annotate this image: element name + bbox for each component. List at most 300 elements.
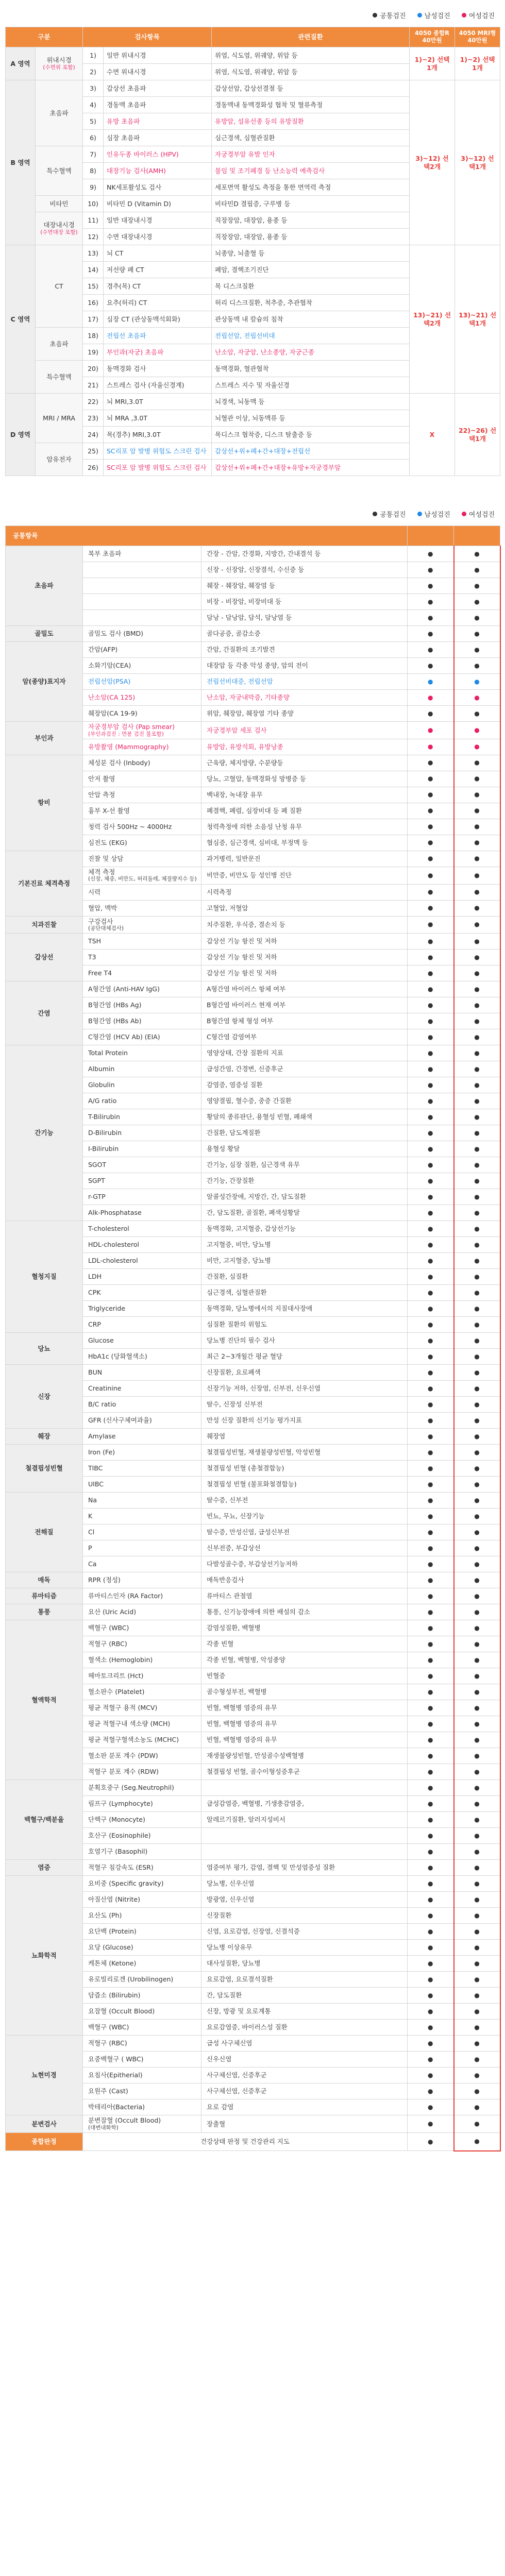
included-dot-icon: ● [428, 1193, 433, 1200]
item-name [83, 1876, 201, 1892]
disease-text: 간질환, 담도계질환 [201, 1125, 408, 1141]
plan-mri-mark [454, 2036, 500, 2052]
legend-dot-icon [373, 13, 377, 18]
item-name [83, 1540, 201, 1556]
included-dot-icon: ● [428, 646, 433, 653]
item-label: 요단백 (Protein) [88, 1927, 137, 1936]
legend-label: 공통검진 [380, 12, 406, 20]
included-dot-icon: ● [474, 1560, 480, 1568]
plan-r-mark [408, 851, 454, 867]
item-name [83, 884, 201, 900]
plan-mri-mark [454, 1892, 500, 1908]
included-dot-icon: ● [428, 1081, 433, 1089]
included-dot-icon: ● [474, 1624, 480, 1632]
item-label: r-GTP [88, 1193, 106, 1201]
section-label: 부인과 [6, 722, 83, 755]
item-label: D-Bilirubin [88, 1129, 122, 1137]
plan-mri-mark [454, 851, 500, 867]
item-name [83, 1141, 201, 1157]
item-name [83, 2099, 201, 2115]
plan-mri-mark [454, 2020, 500, 2036]
item-label: LDL-cholesterol [88, 1257, 138, 1265]
included-dot-icon: ● [474, 1927, 480, 1935]
included-dot-icon: ● [474, 1273, 480, 1280]
disease-text: 급성 사구체신염 [201, 2036, 408, 2052]
included-dot-icon: ● [428, 1863, 433, 1871]
item-name [83, 1125, 201, 1141]
plan-r-mark [408, 1253, 454, 1269]
included-dot-icon: ● [428, 1672, 433, 1680]
item-label: LDH [88, 1273, 102, 1281]
plan-mri-selection: 3)~12) 선택1개 [455, 80, 500, 245]
disease-text: 신염, 요로감염, 신장염, 신결석증 [201, 1924, 408, 1940]
item-name [83, 1652, 201, 1668]
included-dot-icon: ● [474, 1784, 480, 1791]
plan-mri-mark [454, 1141, 500, 1157]
plan-r-mark [408, 934, 454, 950]
item-label: 요중백혈구 ( WBC) [88, 2055, 144, 2063]
included-dot-icon: ● [474, 1177, 480, 1184]
header-common: 공통항목 [6, 526, 408, 546]
included-dot-icon: ● [428, 1033, 433, 1041]
included-dot-icon: ● [474, 743, 480, 751]
disease-text: 영양결핍, 혈수증, 중증 간질환 [201, 1093, 408, 1109]
plan-mri-mark [454, 610, 500, 626]
legend-label: 남성검진 [424, 12, 450, 20]
included-dot-icon: ● [428, 1065, 433, 1073]
item-name [83, 2020, 201, 2036]
item-name [83, 1221, 201, 1237]
item-name: 부인과(자궁) 초음파 [104, 344, 212, 361]
plan-mri-mark [454, 578, 500, 594]
plan-mri-mark [454, 1477, 500, 1493]
item-name [83, 1413, 201, 1429]
item-name [83, 2067, 201, 2083]
plan-r-mark [408, 1413, 454, 1429]
summary-row [6, 2133, 500, 2151]
included-dot-icon: ● [428, 1225, 433, 1232]
legend-dot-icon [417, 13, 422, 18]
plan-r-mark [408, 1269, 454, 1285]
included-dot-icon: ● [428, 582, 433, 589]
item-label: 요원주 (Cast) [88, 2087, 128, 2095]
included-dot-icon: ● [474, 1033, 480, 1041]
item-label: 흉부 X-선 촬영 [88, 806, 130, 815]
item-number: 2) [83, 64, 104, 80]
item-name [83, 1301, 201, 1317]
item-label: 평균 적혈구 용적 (MCV) [88, 1704, 158, 1712]
item-label: SGPT [88, 1177, 105, 1185]
common-items-table [5, 526, 501, 2151]
item-name [83, 1892, 201, 1908]
item-label: 아질산염 (Nitrite) [88, 1895, 140, 1904]
included-dot-icon: ● [428, 1816, 433, 1823]
plan-r-mark [408, 1077, 454, 1093]
included-dot-icon: ● [428, 807, 433, 815]
sub-category [36, 212, 83, 245]
plan-mri-mark [454, 2083, 500, 2099]
disease-text: 요로감염증, 바이러스성 질환 [201, 2020, 408, 2036]
area-label: C 영역 [6, 245, 36, 394]
item-label: 안압 측정 [88, 790, 115, 799]
included-dot-icon: ● [428, 1304, 433, 1312]
included-dot-icon: ● [428, 1736, 433, 1743]
included-dot-icon: ● [474, 1832, 480, 1839]
included-dot-icon: ● [428, 888, 433, 895]
common-row [6, 755, 500, 771]
package-row [6, 394, 500, 410]
item-name [83, 546, 201, 562]
disease-text: 최근 2~3개월간 평균 혈당 [201, 1349, 408, 1365]
included-dot-icon: ● [428, 2138, 433, 2145]
included-dot-icon: ● [474, 1592, 480, 1600]
included-dot-icon: ● [428, 743, 433, 751]
item-number: 15) [83, 278, 104, 295]
item-name [83, 2083, 201, 2099]
included-dot-icon: ● [474, 646, 480, 653]
disease-text: 급성감염증, 백혈병, 기생충감염증, [201, 1796, 408, 1812]
included-dot-icon: ● [428, 1001, 433, 1009]
disease-text: 비타민D 결핍증, 구루병 등 [212, 196, 410, 212]
summary-label: 종합판정 [6, 2133, 83, 2151]
disease-text: 신장질환, 요로폐색 [201, 1365, 408, 1381]
plan-mri-mark [454, 916, 500, 934]
common-row [6, 1365, 500, 1381]
included-dot-icon: ● [428, 1464, 433, 1472]
included-dot-icon: ● [474, 1800, 480, 1807]
item-label: Albumin [88, 1065, 115, 1073]
item-name: 경동맥 초음파 [104, 97, 212, 113]
item-label: 전립선암(PSA) [88, 677, 131, 686]
plan-mri-mark [454, 965, 500, 981]
package-table [5, 27, 500, 476]
item-name [83, 787, 201, 803]
disease-text: 갑상선 기능 항진 및 저하 [201, 934, 408, 950]
common-row [6, 642, 500, 658]
sub-category [36, 245, 83, 328]
included-dot-icon: ● [474, 1959, 480, 1967]
plan-r-mark [408, 2020, 454, 2036]
disease-text: 간암, 간질환의 조기발견 [201, 642, 408, 658]
included-dot-icon: ● [474, 2071, 480, 2079]
plan-mri-mark [454, 2115, 500, 2133]
item-label: Triglyceride [88, 1304, 126, 1313]
included-dot-icon: ● [428, 1049, 433, 1057]
item-label: 백혈구 (WBC) [88, 1624, 129, 1632]
plan-mri-mark [454, 1988, 500, 2004]
disease-text: 탈수증, 만성신염, 급성신부전 [201, 1524, 408, 1540]
disease-text: 허리 디스크질환, 척추증, 추관협착 [212, 295, 410, 311]
item-label: 체격 측정 [88, 868, 115, 876]
included-dot-icon: ● [474, 1145, 480, 1153]
item-name: 스트레스 검사 (자율신경계) [104, 377, 212, 394]
common-table-header [6, 526, 500, 546]
item-number: 9) [83, 179, 104, 196]
plan-r-mark [408, 610, 454, 626]
disease-text: 빈혈, 백혈병 염증의 유무 [201, 1700, 408, 1716]
disease-text: 급성간염, 간경변, 신증후군 [201, 1061, 408, 1077]
included-dot-icon: ● [428, 1336, 433, 1344]
item-label: 평균 적혈구내 색소량 (MCH) [88, 1720, 171, 1728]
disease-text: 간기능, 심장 질환, 심근경색 유무 [201, 1157, 408, 1173]
disease-text: 당뇨병 진단의 필수 검사 [201, 1333, 408, 1349]
plan-r-mark [408, 981, 454, 997]
plan-r-mark [408, 690, 454, 706]
item-name [83, 658, 201, 674]
included-dot-icon: ● [474, 1848, 480, 1855]
item-name [83, 1205, 201, 1221]
item-name: 요추(허리) CT [104, 295, 212, 311]
included-dot-icon: ● [428, 871, 433, 879]
included-dot-icon: ● [428, 823, 433, 831]
included-dot-icon: ● [428, 709, 433, 717]
included-dot-icon: ● [428, 1608, 433, 1616]
included-dot-icon: ● [474, 2087, 480, 2095]
plan-mri-mark [454, 1972, 500, 1988]
item-label: Ca [88, 1560, 97, 1568]
included-dot-icon: ● [428, 1320, 433, 1328]
disease-text: 폐결핵, 폐렴, 심장비대 등 폐 질환 [201, 803, 408, 819]
item-name [83, 706, 201, 722]
plan-mri-mark [454, 1604, 500, 1620]
included-dot-icon: ● [474, 1400, 480, 1408]
included-dot-icon: ● [428, 1209, 433, 1216]
plan-r-mark [408, 642, 454, 658]
package-row [6, 47, 500, 64]
included-dot-icon: ● [474, 2120, 480, 2128]
item-name [83, 1716, 201, 1732]
plan-r-mark [408, 1205, 454, 1221]
item-number: 4) [83, 97, 104, 113]
section-label: 골밀도 [6, 626, 83, 642]
item-name [83, 1253, 201, 1269]
disease-text: 동맥경화, 당뇨병에서의 지질대사장애 [201, 1301, 408, 1317]
disease-text: 빈혈증 [201, 1668, 408, 1684]
included-dot-icon: ● [428, 1129, 433, 1137]
disease-text: 뇌경색, 뇌동맥 등 [212, 394, 410, 410]
included-dot-icon: ● [474, 709, 480, 717]
header-item: 검사항목 [83, 27, 212, 47]
plan-r-mark [408, 1956, 454, 1972]
plan-mri-mark [454, 1253, 500, 1269]
disease-text: 동맥경화, 고지혈증, 갑상선기능 [201, 1221, 408, 1237]
included-dot-icon: ● [428, 1800, 433, 1807]
sub-category-note: (수면대장 포함) [40, 229, 78, 235]
plan-r-mark [408, 2004, 454, 2020]
disease-text: 과거병력, 일반문진 [201, 851, 408, 867]
disease-text: 각종 빈혈, 백혈병, 악성종양 [201, 1652, 408, 1668]
item-label: 간암(AFP) [88, 646, 118, 654]
plan-r-mark [408, 2067, 454, 2083]
included-dot-icon: ● [428, 1927, 433, 1935]
common-row [6, 1588, 500, 1604]
included-dot-icon: ● [474, 839, 480, 846]
disease-text: 골다공증, 골감소증 [201, 626, 408, 642]
package-row [6, 80, 500, 97]
included-dot-icon: ● [474, 1113, 480, 1121]
section-label: 분변검사 [6, 2115, 83, 2133]
legend-dot-icon [462, 13, 466, 18]
plan-mri-mark [454, 706, 500, 722]
item-name: 경추(목) CT [104, 278, 212, 295]
item-label: 분변잠혈 (Occult Blood) [88, 2116, 161, 2125]
included-dot-icon: ● [428, 1720, 433, 1727]
included-dot-icon: ● [474, 985, 480, 993]
item-name [83, 1445, 201, 1461]
item-name [83, 690, 201, 706]
disease-text: 근육량, 체지방량, 수분량등 [201, 755, 408, 771]
disease-text: 비장 - 비장암, 비장비대 등 [201, 594, 408, 610]
plan-mri-mark [454, 1748, 500, 1764]
disease-text: 비만증, 비만도 등 성인병 진단 [201, 867, 408, 884]
item-label: 적혈구 (RBC) [88, 2039, 127, 2047]
item-label: 소화기암(CEA) [88, 662, 131, 670]
item-label: TIBC [88, 1464, 103, 1472]
plan-r-mark [408, 1796, 454, 1812]
item-number: 17) [83, 311, 104, 328]
disease-text: 목 디스크질환 [212, 278, 410, 295]
plan-r-mark [408, 1397, 454, 1413]
disease-text: A형간염 바이러스 항체 여부 [201, 981, 408, 997]
included-dot-icon: ● [474, 1816, 480, 1823]
plan-r-mark [408, 1333, 454, 1349]
plan-r-mark [408, 1540, 454, 1556]
included-dot-icon: ● [428, 1480, 433, 1488]
item-name: 대장기능 검사(AMH) [104, 163, 212, 179]
plan-mri-mark [454, 1205, 500, 1221]
item-label: 췌장암(CA 19-9) [88, 709, 138, 718]
included-dot-icon: ● [474, 1911, 480, 1919]
plan-r-mark [408, 1636, 454, 1652]
disease-text: B형간염 바이러스 현재 여부 [201, 997, 408, 1013]
plan-mri-mark [454, 1940, 500, 1956]
item-label: 박테리아(Bacteria) [88, 2103, 145, 2111]
plan-mri-mark [454, 642, 500, 658]
disease-text: 대사성질환, 당뇨병 [201, 1956, 408, 1972]
plan-mri-mark [454, 1397, 500, 1413]
included-dot-icon: ● [428, 1975, 433, 1983]
item-label: 혈소판 분포 계수 (PDW) [88, 1752, 158, 1760]
included-dot-icon: ● [428, 693, 433, 701]
plan-mri-mark [454, 1668, 500, 1684]
included-dot-icon: ● [428, 1784, 433, 1791]
plan-r-mark [408, 2052, 454, 2067]
plan-mri-mark [454, 1828, 500, 1844]
included-dot-icon: ● [474, 1879, 480, 1887]
item-label: 류마티스인자 (RA Factor) [88, 1592, 163, 1600]
item-name [83, 1764, 201, 1780]
item-label: 요잠혈 (Occult Blood) [88, 2007, 155, 2015]
plan-mri-mark [454, 1524, 500, 1540]
plan-r-mark [408, 1221, 454, 1237]
item-name [83, 739, 201, 755]
plan-r-mark [408, 658, 454, 674]
plan-mri-mark [454, 771, 500, 787]
included-dot-icon: ● [474, 1416, 480, 1424]
included-dot-icon: ● [474, 1464, 480, 1472]
item-number: 6) [83, 130, 104, 146]
disease-text: 심근경색, 심혈관질환 [201, 1285, 408, 1301]
included-dot-icon: ● [428, 1879, 433, 1887]
section-label: 암(종양)표지자 [6, 642, 83, 722]
item-name [83, 1796, 201, 1812]
included-dot-icon: ● [474, 2138, 480, 2145]
item-name [83, 1045, 201, 1061]
plan-mri-mark [454, 950, 500, 965]
disease-text: 경동맥내 동맥경화성 협착 및 혈류측정 [212, 97, 410, 113]
included-dot-icon: ● [474, 2039, 480, 2047]
legend-item [462, 10, 495, 20]
item-name [83, 1269, 201, 1285]
plan-r-mark [408, 1157, 454, 1173]
included-dot-icon: ● [474, 1289, 480, 1296]
item-label: 구강검사 [88, 917, 113, 925]
disease-text: 감염성질환, 백혈병 [201, 1620, 408, 1636]
plan-mri-mark [454, 934, 500, 950]
disease-text: 폐암, 결핵조기진단 [212, 262, 410, 278]
legend-label: 여성검진 [468, 12, 495, 20]
disease-text [201, 1844, 408, 1860]
item-label: 심전도 (EKG) [88, 838, 127, 846]
item-name: 수면 대장내시경 [104, 229, 212, 245]
disease-text: 방광염, 신우신염 [201, 1892, 408, 1908]
included-dot-icon: ● [428, 1097, 433, 1105]
disease-text: 사구체신염, 신증후군 [201, 2083, 408, 2099]
disease-text: 간기능, 간장질환 [201, 1173, 408, 1189]
included-dot-icon: ● [474, 2055, 480, 2063]
plan-r-mark [408, 1604, 454, 1620]
disease-text: 자궁경부암 유발 인자 [212, 146, 410, 163]
item-label: 골밀도 검사 (BMD) [88, 630, 144, 638]
included-dot-icon: ● [428, 2087, 433, 2095]
included-dot-icon: ● [474, 1975, 480, 1983]
plan-mri-mark [454, 1876, 500, 1892]
included-dot-icon: ● [474, 726, 480, 734]
legend-item [417, 509, 450, 519]
plan-mri-mark [454, 1061, 500, 1077]
section-label: 혈청지질 [6, 1221, 83, 1333]
common-row [6, 934, 500, 950]
plan-r-mark [408, 1141, 454, 1157]
plan-mri-mark [454, 900, 500, 916]
legend-dot-icon [373, 512, 377, 516]
plan-r-mark [408, 2099, 454, 2115]
plan-r-mark [408, 1189, 454, 1205]
included-dot-icon: ● [428, 614, 433, 621]
common-row [6, 1493, 500, 1509]
disease-text: 염증여부 평가, 감염, 결핵 및 만성염증성 질환 [201, 1860, 408, 1876]
included-dot-icon: ● [474, 1161, 480, 1168]
plan-r-mark [408, 1509, 454, 1524]
item-name [83, 1317, 201, 1333]
common-row [6, 851, 500, 867]
item-name [83, 803, 201, 819]
plan-r-mark [408, 1125, 454, 1141]
plan-mri-mark [454, 1956, 500, 1972]
item-label: 호염기구 (Basophil) [88, 1848, 148, 1856]
item-name [83, 1029, 201, 1045]
disease-text: 위염, 식도염, 위궤양, 위암 등 [212, 64, 410, 80]
checkup-page [5, 0, 500, 2157]
item-number: 10) [83, 196, 104, 212]
included-dot-icon: ● [474, 1352, 480, 1360]
item-number: 16) [83, 295, 104, 311]
item-number: 26) [83, 460, 104, 476]
disease-text: 협심증, 심근경색, 심비대, 부정맥 등 [201, 835, 408, 851]
item-number: 24) [83, 427, 104, 443]
included-dot-icon: ● [428, 1145, 433, 1153]
included-dot-icon: ● [474, 1017, 480, 1025]
